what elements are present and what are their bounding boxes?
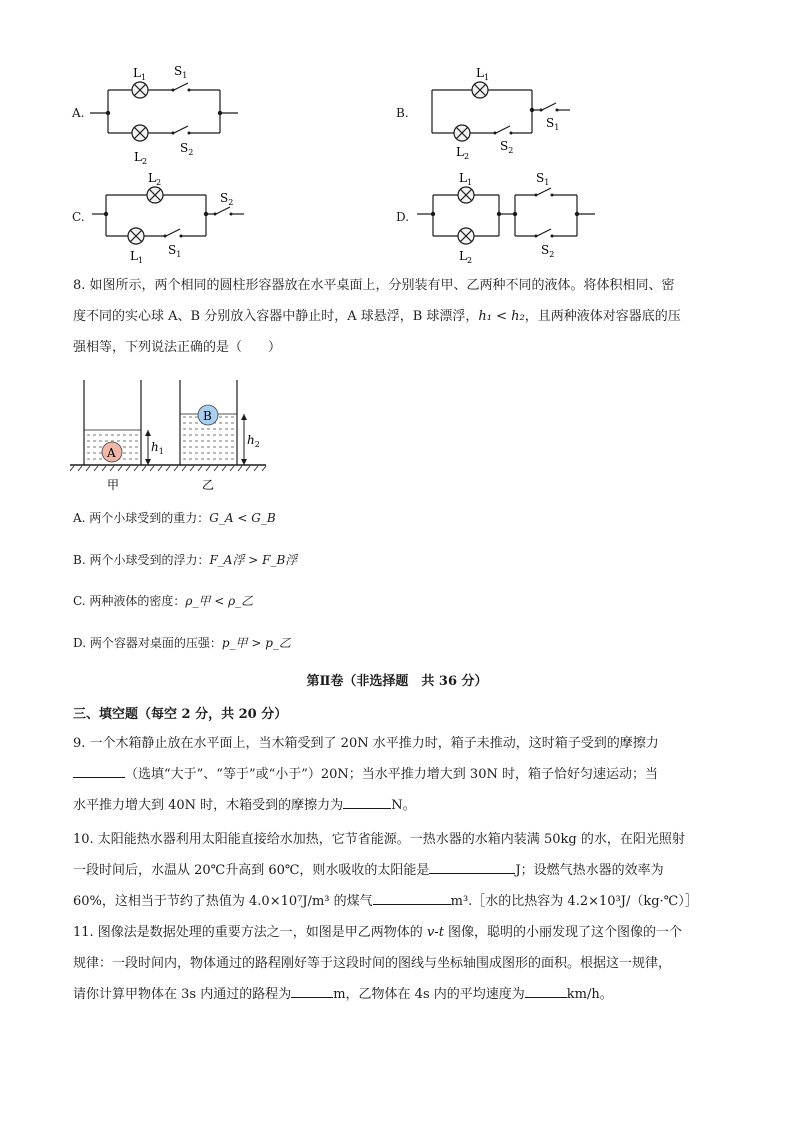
ball-a-label: A bbox=[107, 446, 116, 460]
q10-line-2: 一段时间后，水温从 20℃升高到 60℃，则水吸收的太阳能是 J；设燃气热水器的效率为 bbox=[73, 863, 664, 878]
q10-blank-1[interactable] bbox=[429, 861, 515, 874]
svg-text:L2: $L_2$ bbox=[459, 249, 473, 265]
circuit-a-letter: A. bbox=[72, 106, 85, 120]
q10-line-3: 60%，这相当于节约了热值为 4.0×10⁷J/m³ 的煤气 m³.［水的比热容为 4.2×10³J/（kg·℃）］ bbox=[73, 894, 698, 909]
question-11 bbox=[73, 917, 733, 1010]
q9-line-1: 9. 一个木箱静止放在水平面上，当木箱受到了 20N 水平推力时，箱子未推动，这时箱子受到的摩擦力 bbox=[73, 736, 659, 751]
svg-text:L1: $L_1$ bbox=[476, 66, 490, 82]
svg-text:S2: $S_2$ bbox=[500, 139, 514, 155]
circuit-a-s2: S bbox=[180, 141, 189, 155]
q11-blank-2[interactable] bbox=[525, 985, 567, 998]
svg-text:S1: $S_1$ bbox=[536, 171, 550, 187]
circuit-b-l1: L bbox=[476, 66, 484, 80]
q8-option-b[interactable]: B. 两个小球受到的浮力：F_A浮 > F_B浮 bbox=[73, 553, 298, 567]
circuit-b-s2: S bbox=[500, 139, 509, 153]
q11-line-2: 规律：一段时间内，物体通过的路程刚好等于这段时间的图线与坐标轴围成图形的面积。根据这一规律， bbox=[73, 956, 672, 971]
svg-text:S2: $S_2$ bbox=[220, 191, 234, 207]
circuit-a-diagram bbox=[90, 60, 250, 170]
container-left-label: 甲 bbox=[107, 478, 120, 492]
q8-option-c[interactable]: C. 两种液体的密度：ρ_甲 < ρ_乙 bbox=[73, 594, 254, 608]
q11-blank-1[interactable] bbox=[291, 985, 333, 998]
circuit-a-l2: L bbox=[134, 150, 142, 164]
q11-line-1: 11. 图像法是数据处理的重要方法之一，如图是甲乙两物体的 v-t 图像，聪明的小丽发现了这个图像的一个 bbox=[73, 925, 683, 940]
circuit-c-l1: L bbox=[130, 249, 138, 263]
circuit-a-s1: S bbox=[174, 64, 183, 78]
svg-text:S2: $S_2$ bbox=[180, 141, 194, 157]
q8-option-d[interactable]: D. 两个容器对桌面的压强：p_甲 > p_乙 bbox=[73, 636, 291, 650]
svg-text:L2: $L_2$ bbox=[148, 171, 162, 187]
q8-option-a[interactable]: A. 两个小球受到的重力：G_A < G_B bbox=[73, 511, 276, 525]
q11-line-3: 请你计算甲物体在 3s 内通过的路程为 m，乙物体在 4s 内的平均速度为 km/h。 bbox=[73, 987, 613, 1002]
q9-line-3: 水平推力增大到 40N 时，木箱受到的摩擦力为 N。 bbox=[73, 798, 416, 813]
circuit-d-diagram bbox=[415, 168, 605, 268]
circuit-b-l2: L bbox=[456, 145, 464, 159]
svg-text:L1: $L_1$ bbox=[133, 66, 147, 82]
circuit-c-letter: C. bbox=[72, 210, 85, 224]
svg-text:L1: $L_1$ bbox=[459, 171, 473, 187]
question-9 bbox=[73, 728, 733, 821]
svg-text:S1: $S_1$ bbox=[168, 243, 182, 259]
question-10 bbox=[73, 824, 733, 917]
q8-line-2: 度不同的实心球 A、B 分别放入容器中静止时，A 球悬浮，B 球漂浮，h₁ < h₂，且两种液体对容器底的压 bbox=[73, 309, 681, 324]
circuit-d-l1: L bbox=[459, 171, 467, 185]
section-3-heading: 三、填空题（每空 2 分，共 20 分） bbox=[73, 707, 288, 722]
circuit-c-diagram bbox=[90, 168, 260, 268]
q9-blank-2[interactable] bbox=[343, 796, 391, 809]
circuit-d-s2: S bbox=[541, 243, 550, 257]
h2-label: h bbox=[247, 433, 255, 447]
ball-b-label: B bbox=[203, 409, 212, 423]
svg-text:S1: $S_1$ bbox=[546, 116, 560, 132]
svg-text:L1: $L_1$ bbox=[130, 249, 144, 265]
circuit-c-s1: S bbox=[168, 243, 177, 257]
circuit-b-letter: B. bbox=[396, 106, 409, 120]
q8-line-3: 强相等，下列说法正确的是（ ） bbox=[73, 340, 282, 355]
q8-figure bbox=[68, 378, 318, 494]
circuit-d-l2: L bbox=[459, 249, 467, 263]
q9-line-2: （选填“大于”、“等于”或“小于”）20N；当水平推力增大到 30N 时，箱子恰好匀速运动；当 bbox=[73, 759, 733, 790]
part-2-title: 第Ⅱ卷（非选择题 共 36 分） bbox=[306, 674, 488, 689]
svg-text:L2: $L_2$ bbox=[456, 145, 470, 161]
svg-text:L2: $L_2$ bbox=[134, 150, 148, 166]
circuit-d-letter: D. bbox=[396, 210, 410, 224]
h1-label: h bbox=[151, 440, 159, 454]
question-8 bbox=[73, 270, 733, 363]
circuit-b-diagram bbox=[420, 60, 590, 170]
container-right-label: 乙 bbox=[202, 478, 215, 492]
circuit-c-s2: S bbox=[220, 191, 229, 205]
q9-blank-1[interactable] bbox=[73, 765, 125, 778]
q8-line-1: 8. 如图所示，两个相同的圆柱形容器放在水平桌面上，分别装有甲、乙两种不同的液体。将体积相同、密 bbox=[73, 278, 675, 293]
circuit-c-l2: L bbox=[148, 171, 156, 185]
svg-text:h2: $h_2$ bbox=[247, 433, 260, 449]
svg-text:S1: $S_1$ bbox=[174, 64, 188, 80]
circuit-a-l1: L bbox=[133, 66, 141, 80]
svg-text:h1: $h_1$ bbox=[151, 440, 164, 456]
q10-line-1: 10. 太阳能热水器利用太阳能直接给水加热，它节省能源。一热水器的水箱内装满 50kg 的水，在阳光照射 bbox=[73, 832, 685, 847]
circuit-d-s1: S bbox=[536, 171, 545, 185]
circuit-b-s1: S bbox=[546, 116, 555, 130]
svg-text:S2: $S_2$ bbox=[541, 243, 555, 259]
q10-blank-2[interactable] bbox=[373, 892, 451, 905]
